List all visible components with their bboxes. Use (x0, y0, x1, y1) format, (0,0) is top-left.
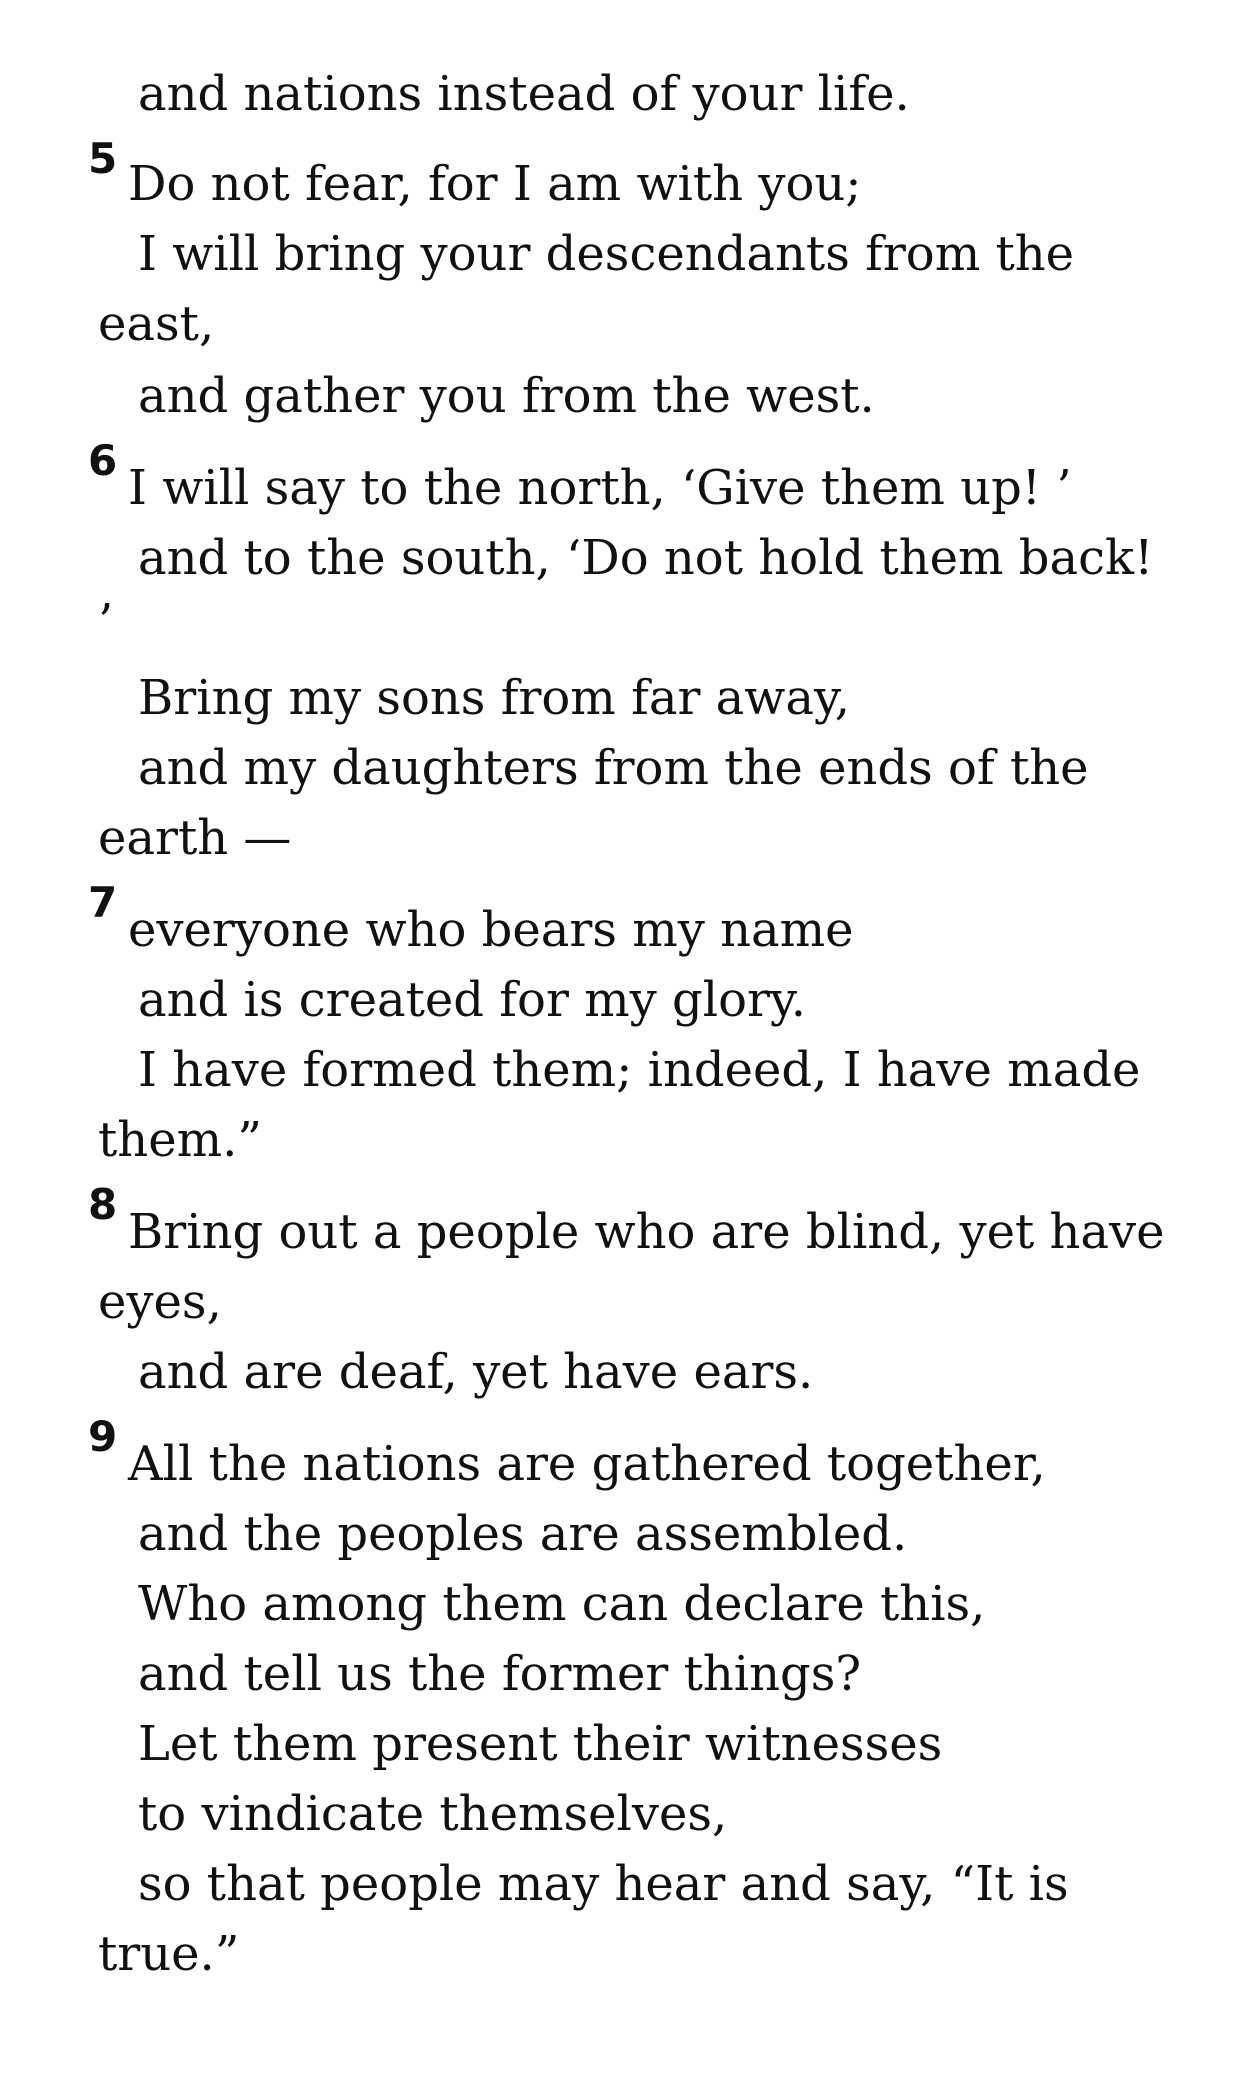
text-line: I will say to the north, ‘Give them up! ’ (128, 460, 1072, 516)
text-line: I will bring your descendants from the (138, 226, 1075, 282)
text-line: and are deaf, yet have ears. (138, 1344, 814, 1400)
text-line: earth — (98, 810, 292, 866)
text-line: so that people may hear and say, “It is (138, 1856, 1069, 1912)
text-line: and tell us the former things? (138, 1646, 862, 1702)
text-line: and nations instead of your life. (138, 66, 910, 122)
text-line: and the peoples are assembled. (138, 1506, 908, 1562)
text-line: and my daughters from the ends of the (138, 740, 1089, 796)
text-line: eyes, (98, 1274, 222, 1330)
verse-number: 9 (88, 1412, 118, 1461)
verse-number: 7 (88, 878, 118, 927)
text-line: them.” (98, 1112, 262, 1168)
verse-number: 8 (88, 1180, 118, 1229)
text-line: everyone who bears my name (128, 902, 854, 958)
text-line: and to the south, ‘Do not hold them back! (138, 530, 1154, 586)
text-line: ’ (98, 594, 114, 650)
text-line: and gather you from the west. (138, 368, 875, 424)
text-line: All the nations are gathered together, (128, 1436, 1046, 1492)
text-line: Bring my sons from far away, (138, 670, 850, 726)
text-line: Who among them can declare this, (138, 1576, 986, 1632)
text-line: to vindicate themselves, (138, 1786, 728, 1842)
text-line: true.” (98, 1926, 240, 1982)
text-line: east, (98, 296, 215, 352)
text-line: I have formed them; indeed, I have made (138, 1042, 1141, 1098)
text-line: Let them present their witnesses (138, 1716, 943, 1772)
text-line: and is created for my glory. (138, 972, 806, 1028)
verse-number: 5 (88, 134, 118, 183)
text-line: Do not fear, for I am with you; (128, 156, 862, 212)
verse-number: 6 (88, 436, 118, 485)
text-line: Bring out a people who are blind, yet have (128, 1204, 1165, 1260)
